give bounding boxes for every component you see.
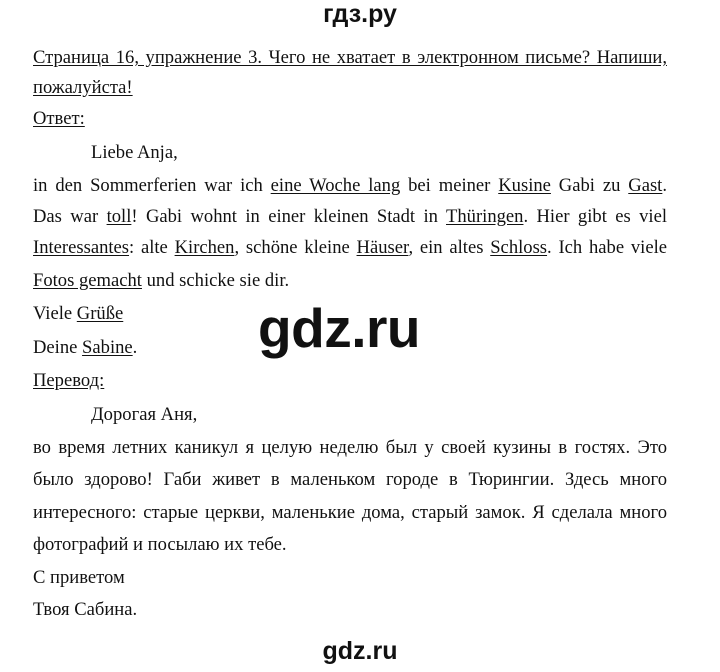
text-fragment: Deine [33,337,83,358]
answer-closing-1 [33,303,123,325]
text-fragment: ! Gabi wohnt in einer kleinen Stadt in [131,206,447,227]
inserted-word: Grüße [76,303,124,324]
site-footer-logo: gdz.ru [322,637,398,665]
text-fragment: . Hier gibt es viel [523,206,668,227]
text-fragment: Das war [33,206,107,227]
translation-line-2: было здорово! Габи живет в маленьком городе в Тюрингии. Здесь много [33,469,667,490]
inserted-word: Gast [628,175,663,196]
task-title-line-1: Страница 16, упражнение 3. Чего не хватает в электронном письме? Напиши, [33,47,667,68]
answer-closing-2 [33,337,137,359]
inserted-word: Interessantes [33,237,130,258]
text-fragment: in den Sommerferien war ich [33,175,271,196]
inserted-word: Schloss [490,237,548,258]
translation-label: Перевод: [33,370,105,391]
text-fragment: bei meiner [400,175,499,196]
text-fragment: , ein altes [408,237,491,258]
answer-label: Ответ: [33,108,85,129]
inserted-word: toll [106,206,132,227]
text-fragment: , schöne kleine [234,237,357,258]
answer-line-4 [33,270,289,292]
answer-line-2 [33,206,667,228]
text-fragment: Viele [33,303,77,324]
text-fragment: : alte [129,237,175,258]
translation-line-4: фотографий и посылаю их тебе. [33,534,287,555]
inserted-word: eine Woche lang [270,175,401,196]
inserted-word: Sabine [82,337,133,358]
answer-line-1 [33,175,667,197]
task-title-line-2: пожалуйста! [33,77,133,98]
translation-closing-1: С приветом [33,567,125,588]
translation-line-1: во время летних каникул я целую неделю был у своей кузины в гостях. Это [33,437,667,458]
answer-line-3 [33,237,667,259]
translation-greeting: Дорогая Аня, [91,404,198,425]
text-fragment: und schicke sie dir. [141,270,290,291]
text-fragment: . [132,337,138,358]
inserted-word: Kusine [498,175,551,196]
translation-closing-2: Твоя Сабина. [33,599,138,620]
inserted-word: Fotos gemacht [33,270,142,291]
text-fragment: . [662,175,668,196]
answer-greeting: Liebe Anja, [91,142,178,163]
inserted-word: Thüringen [446,206,524,227]
watermark-logo: gdz.ru [258,297,420,359]
text-fragment: Gabi zu [550,175,629,196]
site-header-logo: гдз.ру [323,0,397,28]
translation-line-3: интересного: старые церкви, маленькие дома, старый замок. Я сделала много [33,502,667,523]
text-fragment: . Ich habe viele [547,237,667,258]
inserted-word: Kirchen [174,237,235,258]
inserted-word: Häuser [356,237,409,258]
